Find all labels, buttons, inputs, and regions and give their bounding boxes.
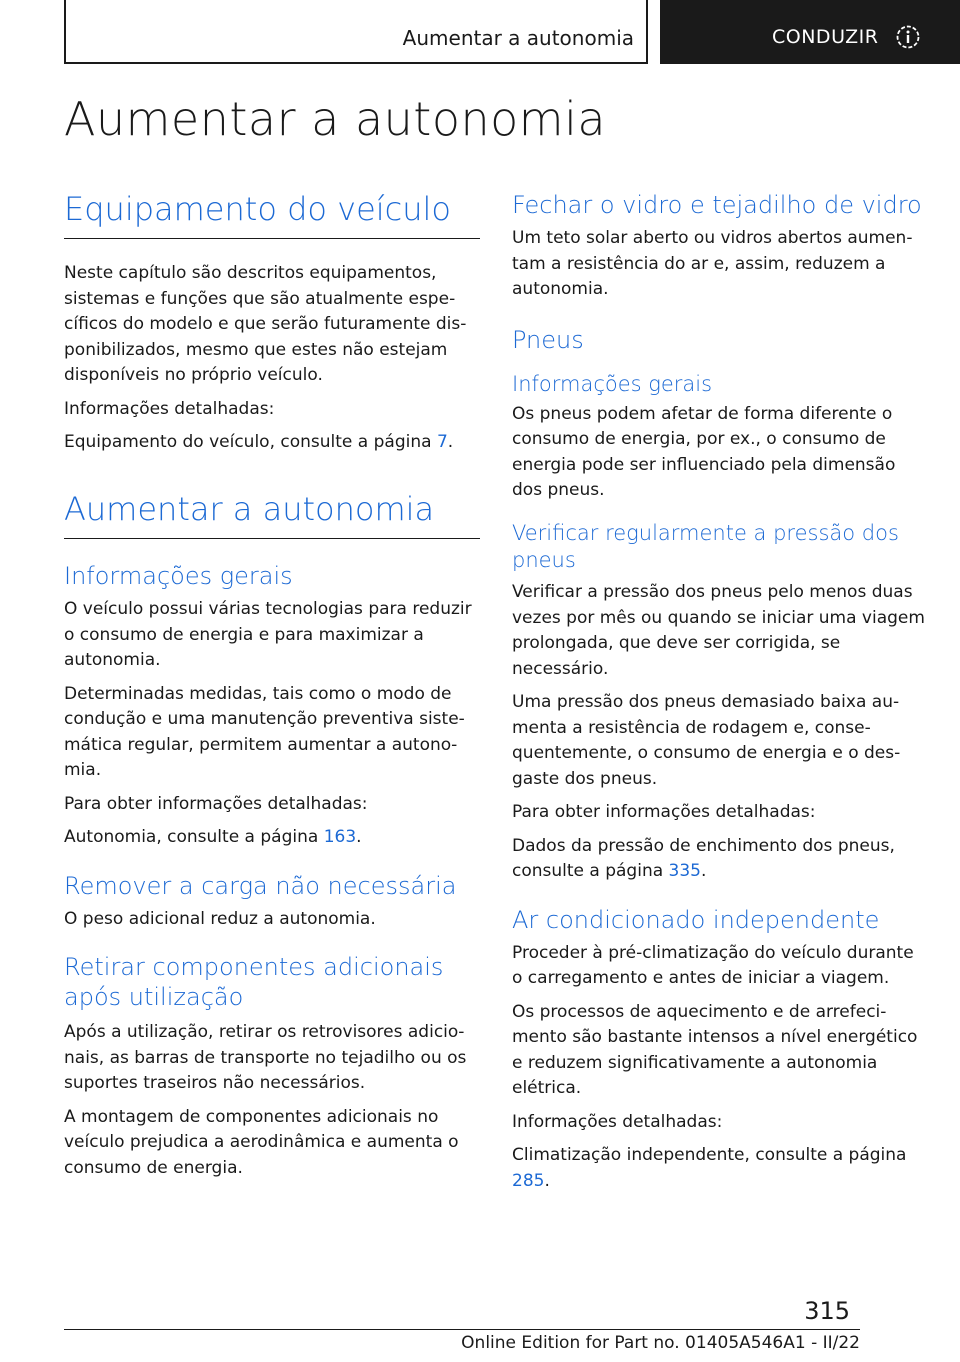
header-chapter-box <box>660 0 960 64</box>
paragraph: Um teto solar aberto ou vidros abertos aumentam a resistência do ar e, assim, reduzem a autonomia. <box>512 228 913 299</box>
right-column <box>512 190 928 1194</box>
page-number: 315 <box>804 1297 850 1325</box>
paragraph: Uma pressão dos pneus demasiado baixa aumenta a resistência de rodagem e, consequentemente, o consumo de energia e o desgaste dos pneus. <box>512 692 901 789</box>
paragraph-reference: Equipamento do veículo, consulte a página 7. <box>64 432 454 453</box>
paragraph: Informações detalhadas: <box>512 1111 723 1132</box>
paragraph: Proceder à pré-climatização do veículo durante o carregamento e antes de iniciar a viagem. <box>512 942 914 989</box>
reference-text: Autonomia, consulte a página <box>64 827 324 848</box>
subsection-title: Retirar componentes adicionais após utilização <box>64 953 444 1012</box>
paragraph: Para obter informações detalhadas: <box>64 793 368 814</box>
header-section-box <box>64 0 648 64</box>
paragraph: Neste capítulo são descritos equipamentos, sistemas e funções que são atualmente específicos do modelo e que serão futuramente disponibilizados, mesmo que estes não estejam disponíveis no próprio veículo. <box>64 263 467 386</box>
reference-text: Dados da pressão de enchimento dos pneus, consulte a página <box>512 835 895 882</box>
subsection-title: Informações gerais <box>64 562 293 591</box>
paragraph: O veículo possui várias tecnologias para reduzir o consumo de energia e para maximizar a autonomia. <box>64 599 472 671</box>
paragraph: A montagem de componentes adicionais no veículo prejudica a aerodinâmica e aumenta o consumo de energia. <box>64 1106 459 1178</box>
page-link[interactable]: 163 <box>323 827 357 848</box>
subsection-title: Remover a carga não necessária <box>64 871 457 900</box>
reference-text: Equipamento do veículo, consulte a página <box>64 432 437 453</box>
page-link[interactable]: 7 <box>436 432 448 453</box>
paragraph: Para obter informações detalhadas: <box>512 802 816 823</box>
paragraph: Determinadas medidas, tais como o modo de condução e uma manutenção preventiva sistemática regular, permitem aumentar a autonomia. <box>64 683 465 781</box>
footer-edition: Online Edition for Part no. 01405A546A1 - II/22 <box>461 1333 860 1353</box>
paragraph-reference: Climatização independente, consulte a página 285. <box>512 1145 907 1191</box>
paragraph-reference: Dados da pressão de enchimento dos pneus, consulte a página 335. <box>512 835 895 882</box>
page-link[interactable]: 335 <box>668 861 701 882</box>
header-section-title: Aumentar a autonomia <box>402 26 634 50</box>
section-title-range: Aumentar a autonomia <box>64 490 480 539</box>
left-column <box>64 190 480 1181</box>
reference-text: Climatização independente, consulte a página <box>512 1145 907 1166</box>
paragraph: Os processos de aquecimento e de arrefecimento são bastante intensos a nível energético e reduzem significativamente a autonomia elétrica. <box>512 1001 918 1099</box>
page-title: Aumentar a autonomia <box>64 92 607 146</box>
subsection-title: Ar condicionado independente <box>512 905 880 934</box>
paragraph: Verificar a pressão dos pneus pelo menos duas vezes por mês ou quando se iniciar uma viagem prolongada, que deve ser corrigida, se necessário. <box>512 582 925 679</box>
footer-divider <box>64 1329 860 1330</box>
header-chapter-title: CONDUZIR <box>772 26 879 48</box>
subsection-title: Verificar regularmente a pressão dos pneus <box>512 520 899 573</box>
paragraph: O peso adicional reduz a autonomia. <box>64 908 376 929</box>
paragraph: Os pneus podem afetar de forma diferente o consumo de energia, por ex., o consumo de energia pode ser influenciado pela dimensão dos pneus. <box>512 403 896 501</box>
paragraph: Informações detalhadas: <box>64 398 275 419</box>
section-title-equipment: Equipamento do veículo <box>64 190 480 239</box>
subsection-title: Informações gerais <box>512 371 713 396</box>
subsection-title: Pneus <box>512 325 584 354</box>
info-icon <box>896 25 920 49</box>
paragraph-reference: Autonomia, consulte a página 163. <box>64 827 362 848</box>
subsection-title: Fechar o vidro e tejadilho de vidro <box>512 191 922 219</box>
paragraph: Após a utilização, retirar os retrovisores adicionais, as barras de transporte no tejadilho ou os suportes traseiros não necessários. <box>64 1022 467 1094</box>
page-link[interactable]: 285 <box>512 1170 545 1191</box>
